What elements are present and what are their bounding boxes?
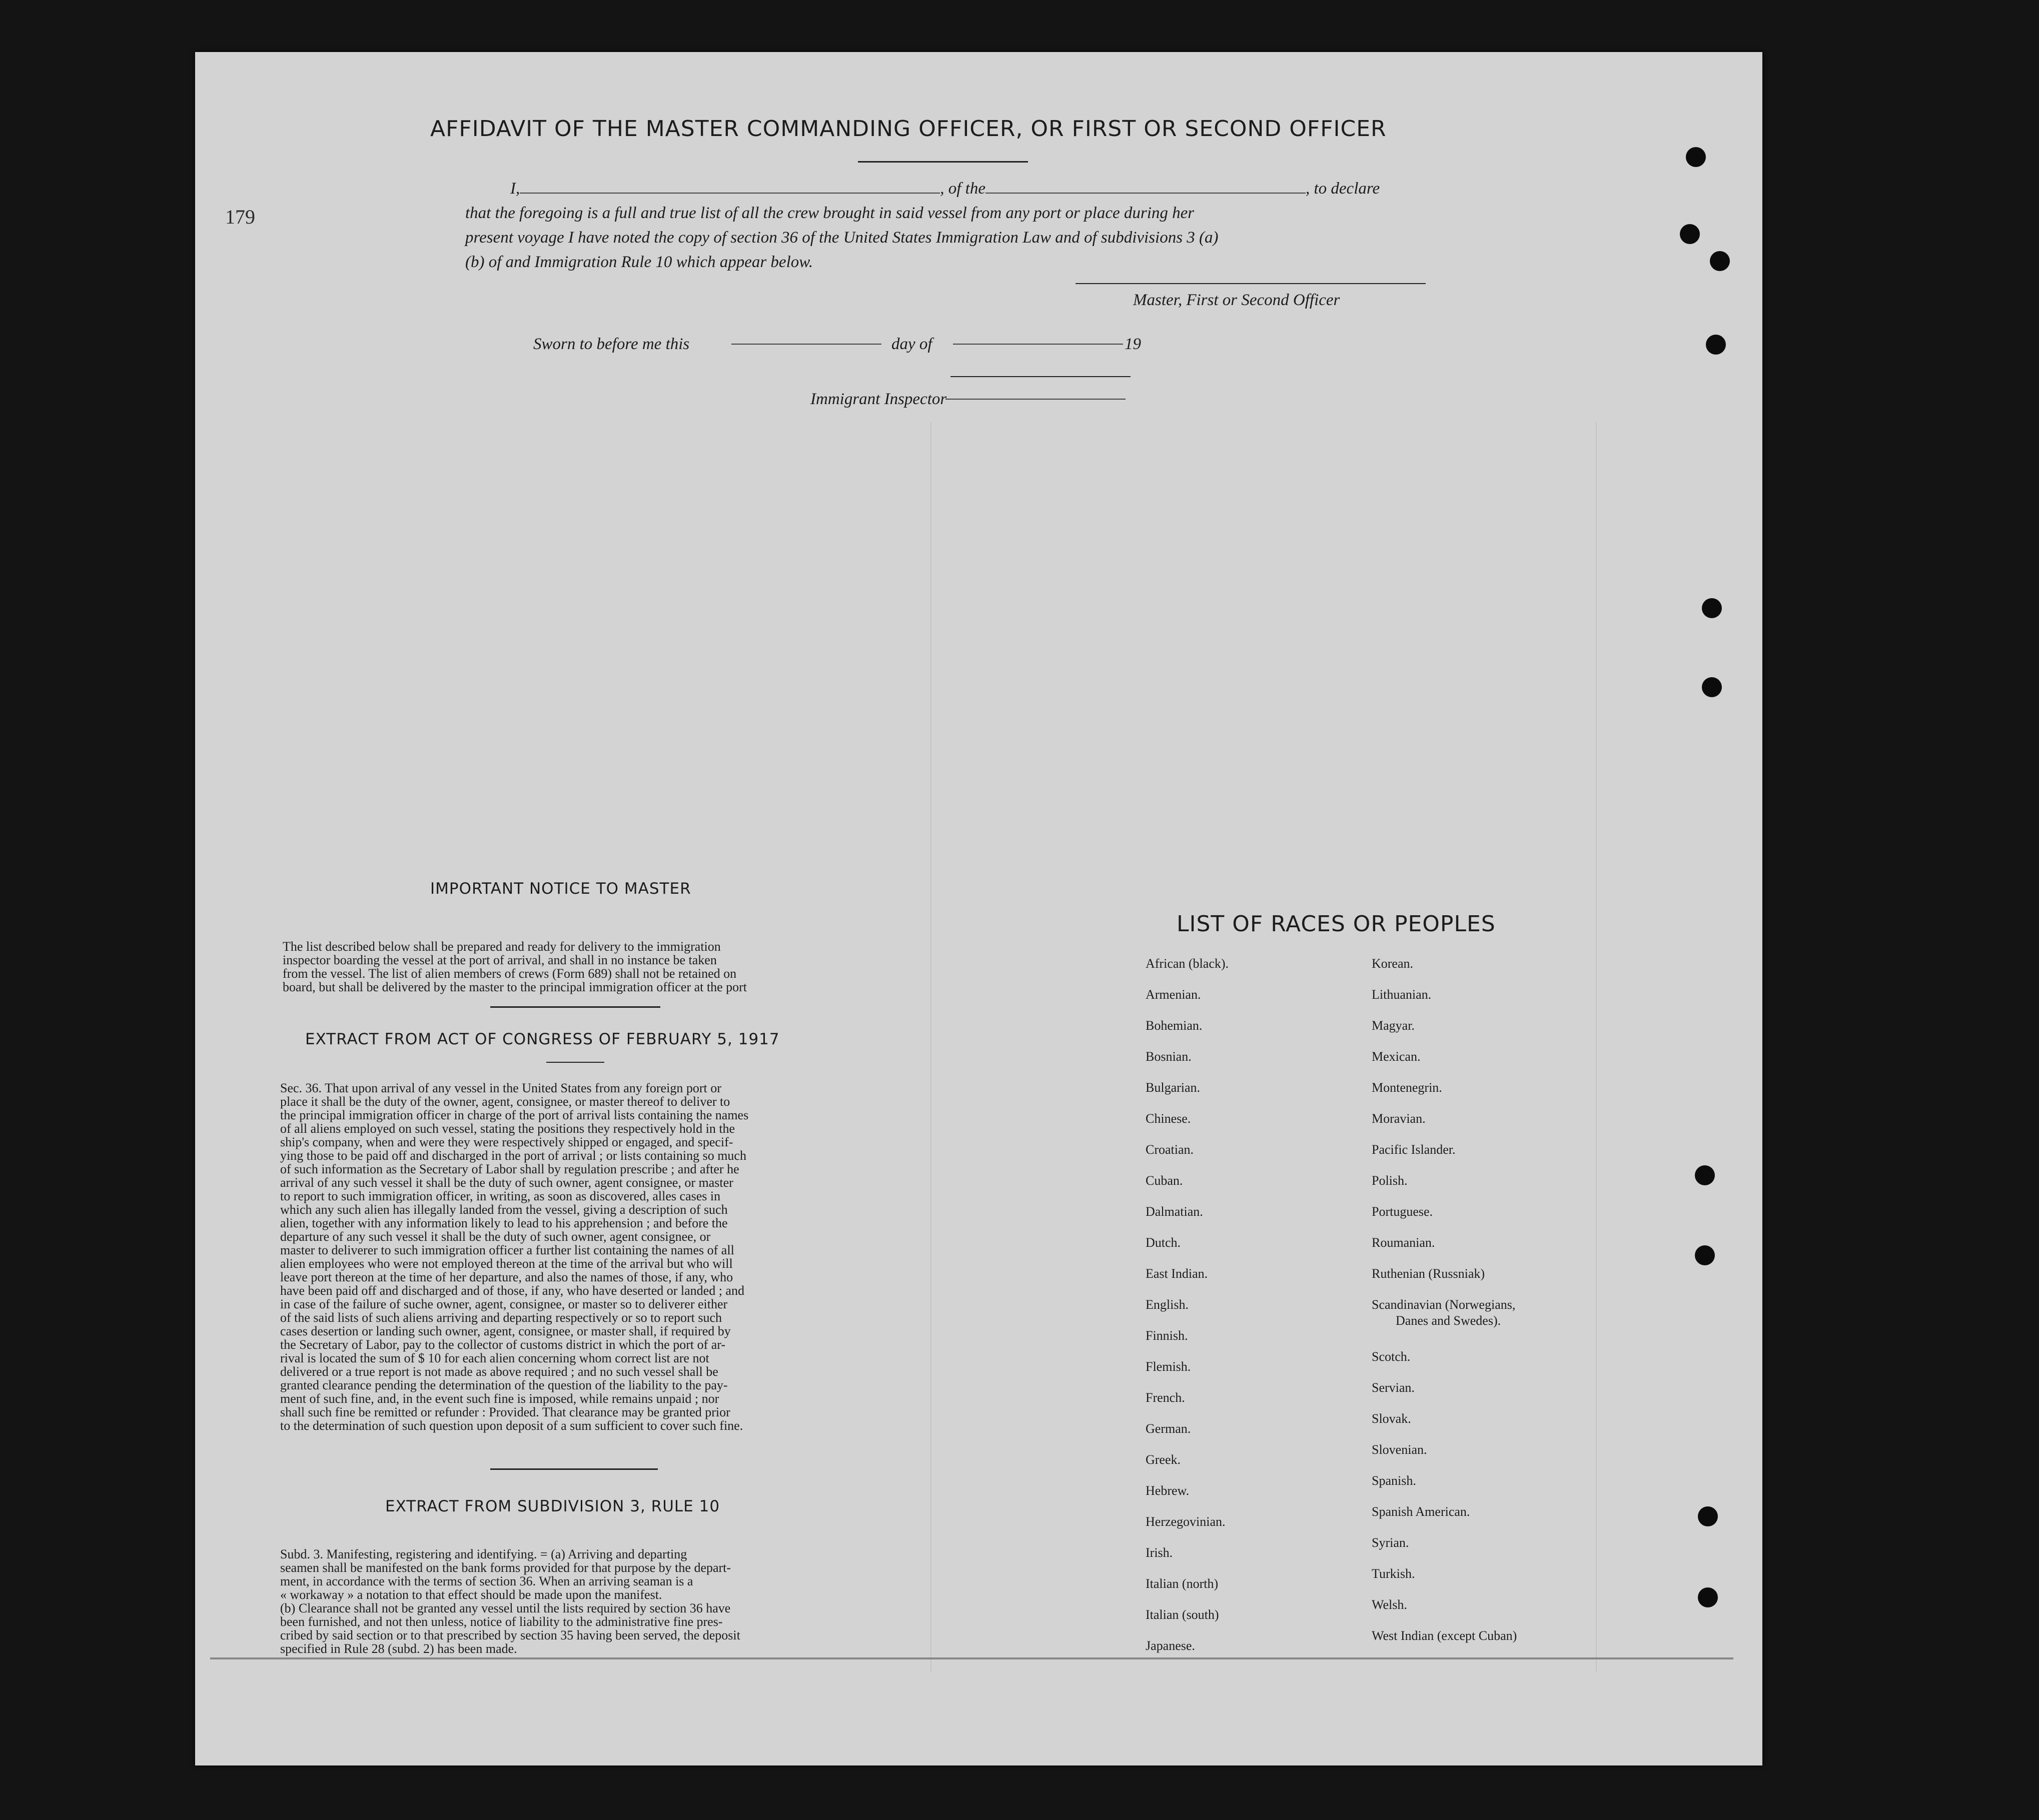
section-divider	[490, 1006, 660, 1008]
rule-line: seamen shall be manifested on the bank forms provided for that purpose by the depart-	[280, 1560, 731, 1575]
inspector-blank	[945, 391, 1126, 400]
race-item: Italian (south)	[1146, 1607, 1219, 1622]
act-line: alien, together with any information likely to lead to his apprehension ; and before the	[280, 1216, 728, 1230]
act-line: granted clearance pending the determination of the question of the liability to the pay-	[280, 1378, 728, 1392]
act-line: to report to such immigration officer, in writing, as soon as discovered, alles cases in	[280, 1189, 721, 1203]
vessel-blank	[985, 176, 1306, 194]
act-line: ying those to be paid off and discharged in the port of arrival ; or lists containing so much	[280, 1148, 746, 1163]
act-line: of all aliens employed on such vessel, stating the positions they respectively hold in the	[280, 1121, 735, 1136]
race-item: Spanish American.	[1372, 1504, 1470, 1519]
day-of-label: day of	[891, 335, 932, 353]
race-item: Lithuanian.	[1372, 987, 1432, 1002]
bleed-column-line	[930, 422, 931, 1672]
race-item: Ruthenian (Russniak)	[1372, 1266, 1485, 1281]
binder-hole	[1702, 598, 1722, 618]
bottom-rule	[210, 1657, 1733, 1659]
signature-label: Master, First or Second Officer	[1133, 291, 1340, 309]
oath-i-label: I,	[510, 180, 520, 198]
act-line: ment of such fine, and, in the event such fine is imposed, while remains unpaid ; nor	[280, 1391, 719, 1406]
binder-hole	[1695, 1245, 1715, 1265]
race-item: Irish.	[1146, 1545, 1173, 1560]
rule-line: Subd. 3. Manifesting, registering and identifying. = (a) Arriving and departing	[280, 1547, 687, 1561]
race-item: Moravian.	[1372, 1111, 1426, 1126]
binder-hole	[1686, 147, 1706, 167]
act-line: rival is located the sum of $ 10 for each alien concerning whom correct list are not	[280, 1351, 709, 1365]
race-item: Spanish.	[1372, 1473, 1416, 1488]
race-item: Syrian.	[1372, 1535, 1409, 1550]
race-item: English.	[1146, 1297, 1189, 1312]
act-line: which any such alien has illegally landed from the vessel, giving a description of such	[280, 1202, 728, 1217]
notice-line: from the vessel. The list of alien members of crews (Form 689) shall not be retained on	[283, 966, 737, 981]
rule-line: « workaway » a notation to that effect should be made upon the manifest.	[280, 1587, 662, 1602]
race-item: Flemish.	[1146, 1359, 1191, 1374]
notice-line: board, but shall be delivered by the master to the principal immigration officer at the port	[283, 980, 747, 994]
act-line: ship's company, when and were they were respectively shipped or engaged, and specif-	[280, 1135, 733, 1149]
act-line: cases desertion or landing such owner, agent, consignee, or master shall, if required by	[280, 1324, 731, 1338]
race-item: Bohemian.	[1146, 1018, 1203, 1033]
race-item: Chinese.	[1146, 1111, 1191, 1126]
act-line: of such information as the Secretary of Labor shall by regulation prescribe ; and after he	[280, 1162, 739, 1176]
race-item: Scotch.	[1372, 1349, 1411, 1364]
title-underline	[858, 161, 1028, 163]
race-item: Pacific Islander.	[1372, 1142, 1456, 1157]
inspector-line	[950, 376, 1131, 377]
race-item: East Indian.	[1146, 1266, 1208, 1281]
inspector-label: Immigrant Inspector	[810, 390, 947, 408]
race-item: Montenegrin.	[1372, 1080, 1442, 1095]
name-blank	[520, 176, 940, 194]
binder-hole	[1702, 677, 1722, 697]
race-item: West Indian (except Cuban)	[1372, 1628, 1517, 1643]
sworn-label: Sworn to before me this	[533, 335, 690, 353]
act-line: alien employees who were not employed thereon at the time of the arrival but who will	[280, 1256, 733, 1271]
notice-text	[283, 940, 868, 994]
binder-hole	[1680, 224, 1700, 244]
margin-number: 179	[225, 206, 255, 228]
oath-line-4: (b) of and Immigration Rule 10 which appear below.	[465, 253, 813, 271]
act-line: of the said lists of such aliens arriving and departing respectively or so to report such	[280, 1310, 722, 1325]
notice-heading: IMPORTANT NOTICE TO MASTER	[430, 880, 691, 898]
section-divider	[490, 1468, 658, 1470]
act-line: have been paid off and discharged and of those, if any, who have deserted or landed ; and	[280, 1283, 744, 1298]
act-line: place it shall be the duty of the owner, agent, consignee, or master thereof to deliver to	[280, 1094, 730, 1109]
document-page	[195, 52, 1762, 1765]
race-item: Cuban.	[1146, 1173, 1183, 1188]
sworn-month-blank	[953, 336, 1123, 345]
rule-line: ment, in accordance with the terms of section 36. When an arriving seaman is a	[280, 1574, 693, 1588]
race-item: Korean.	[1372, 956, 1414, 971]
race-item: Servian.	[1372, 1380, 1415, 1395]
rule-heading: EXTRACT FROM SUBDIVISION 3, RULE 10	[385, 1497, 720, 1515]
race-item: Bosnian.	[1146, 1049, 1192, 1064]
oath-line-3: present voyage I have noted the copy of section 36 of the United States Immigration Law and of subdivisions 3 (a)	[465, 229, 1219, 247]
notice-line: The list described below shall be prepared and ready for delivery to the immigration	[283, 939, 721, 954]
affidavit-title: AFFIDAVIT OF THE MASTER COMMANDING OFFICER, OR FIRST OR SECOND OFFICER	[430, 116, 1387, 142]
act-line: master to deliverer to such immigration officer a further list containing the names of all	[280, 1243, 734, 1257]
race-item: Italian (north)	[1146, 1576, 1219, 1591]
races-heading: LIST OF RACES OR PEOPLES	[1177, 911, 1496, 937]
race-item: Bulgarian.	[1146, 1080, 1201, 1095]
race-item: Hebrew.	[1146, 1483, 1190, 1498]
sworn-day-blank	[731, 336, 881, 345]
binder-hole	[1698, 1587, 1718, 1607]
rule-line: specified in Rule 28 (subd. 2) has been made.	[280, 1641, 517, 1656]
oath-of-the-label: , of the	[940, 180, 985, 198]
race-item: Portuguese.	[1372, 1204, 1433, 1219]
act-heading: EXTRACT FROM ACT OF CONGRESS OF FEBRUARY 5, 1917	[305, 1030, 780, 1048]
act-line: the principal immigration officer in charge of the port of arrival lists containing the names	[280, 1108, 749, 1122]
race-item: Dalmatian.	[1146, 1204, 1203, 1219]
race-item: Scandinavian (Norwegians,	[1372, 1297, 1516, 1312]
act-line: Sec. 36. That upon arrival of any vessel in the United States from any foreign port or	[280, 1081, 721, 1095]
oath-line-2: that the foregoing is a full and true list of all the crew brought in said vessel from any port or place during her	[465, 204, 1195, 222]
race-item: Turkish.	[1372, 1566, 1415, 1581]
race-item: Finnish.	[1146, 1328, 1188, 1343]
binder-hole	[1698, 1506, 1718, 1526]
race-item: Roumanian.	[1372, 1235, 1435, 1250]
rule-line: been furnished, and not then unless, notice of liability to the administrative fine pres-	[280, 1614, 723, 1629]
act-line: arrival of any such vessel it shall be the duty of such owner, agent consignee, or master	[280, 1175, 733, 1190]
year-label: 19	[1125, 335, 1141, 353]
race-item: Welsh.	[1372, 1597, 1407, 1612]
act-line: the Secretary of Labor, pay to the collector of customs district in which the port of ar-	[280, 1337, 726, 1352]
rule-line: cribed by said section or to that prescribed by section 35 having been served, the deposit	[280, 1628, 740, 1642]
act-line: departure of any such vessel it shall be the duty of such owner, agent consignee, or	[280, 1229, 711, 1244]
act-text	[280, 1081, 868, 1432]
act-line: in case of the failure of suche owner, agent, consignee, or master so to deliverer either	[280, 1297, 728, 1311]
race-item: Japanese.	[1146, 1638, 1195, 1653]
race-item: Mexican.	[1372, 1049, 1421, 1064]
binder-hole	[1706, 335, 1726, 355]
rule-line: (b) Clearance shall not be granted any vessel until the lists required by section 36 have	[280, 1601, 731, 1615]
notice-line: inspector boarding the vessel at the port of arrival, and shall in no instance be taken	[283, 953, 717, 967]
race-item: Greek.	[1146, 1452, 1181, 1467]
race-item: Slovak.	[1372, 1411, 1411, 1426]
rule-text	[280, 1547, 868, 1655]
bleed-column-line	[1596, 422, 1597, 1672]
race-item: Dutch.	[1146, 1235, 1181, 1250]
act-line: leave port thereon at the time of her departure, and also the names of those, if any, who	[280, 1270, 733, 1284]
binder-hole	[1710, 251, 1730, 271]
act-line: to the determination of such question upon deposit of a sum sufficient to cover such fine.	[280, 1418, 743, 1433]
race-item: Magyar.	[1372, 1018, 1415, 1033]
race-item: Danes and Swedes).	[1396, 1313, 1501, 1328]
race-item: German.	[1146, 1421, 1191, 1436]
signature-line	[1076, 283, 1426, 284]
race-item: French.	[1146, 1390, 1185, 1405]
race-item: Herzegovinian.	[1146, 1514, 1226, 1529]
act-heading-underline	[546, 1062, 604, 1063]
oath-declare-label: , to declare	[1305, 180, 1380, 198]
race-item: Polish.	[1372, 1173, 1408, 1188]
act-line: shall such fine be remitted or refunder : Provided. That clearance may be granted prior	[280, 1405, 730, 1419]
affidavit-oath	[465, 176, 1431, 275]
binder-hole	[1695, 1165, 1715, 1185]
act-line: delivered or a true report is not made as above required ; and no such vessel shall be	[280, 1364, 718, 1379]
race-item: Armenian.	[1146, 987, 1201, 1002]
race-item: African (black).	[1146, 956, 1229, 971]
race-item: Slovenian.	[1372, 1442, 1427, 1457]
race-item: Croatian.	[1146, 1142, 1194, 1157]
